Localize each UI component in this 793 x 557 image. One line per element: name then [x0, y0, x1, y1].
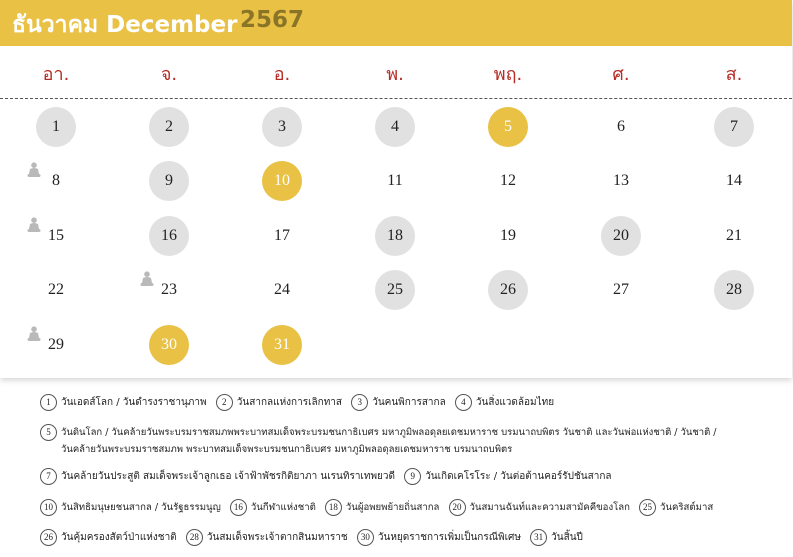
legend-text: วันดินโลก / วันคล้ายวันพระบรมราชสมภพพระบาทสมเด็จพระบรมชนกาธิเบศร มหาภูมิพลอดุลยเดชมหาราช บรมนาถบพิตร วันชาติ และวันพ่อแห่งชาติ / วันชาติ / — [61, 427, 717, 438]
day-cell-16[interactable]: 16 — [149, 216, 189, 256]
legend-text: วันสิทธิมนุษยชนสากล / วันรัฐธรรมนูญ — [61, 502, 221, 513]
calendar-header — [0, 0, 792, 46]
day-cell-23[interactable]: 23 — [161, 281, 177, 298]
legend-item — [186, 529, 348, 546]
day-cell-28[interactable]: 28 — [714, 270, 754, 310]
legend-number: 26 — [40, 529, 57, 546]
legend-item — [40, 499, 221, 516]
legend-number: 7 — [40, 468, 57, 485]
legend-text: วันกีฬาแห่งชาติ — [250, 502, 316, 513]
day-cell-14[interactable]: 14 — [726, 172, 742, 189]
day-cell-1[interactable]: 1 — [36, 107, 76, 147]
legend-text: วันคนพิการสากล — [372, 397, 446, 408]
day-cell-10[interactable]: 10 — [262, 161, 302, 201]
legend-text: วันคุ้มครองสัตว์ป่าแห่งชาติ — [61, 532, 177, 543]
day-cell-25[interactable]: 25 — [375, 270, 415, 310]
legend-item — [230, 499, 316, 516]
day-cell-24[interactable]: 24 — [274, 281, 290, 298]
day-cell-18[interactable]: 18 — [375, 216, 415, 256]
legend-text: วันเกิดเคโรโระ / วันต่อต้านคอร์รัปชันสากล — [425, 471, 612, 482]
header-divider — [0, 98, 792, 99]
legend-text: วันสิ้นปี — [551, 532, 583, 543]
weekday-sun: อา. — [42, 64, 70, 85]
day-cell-31[interactable]: 31 — [262, 325, 302, 365]
legend-text: วันสมเด็จพระเจ้าตากสินมหาราช — [206, 532, 348, 543]
legend-text: วันหยุดราชการเพิ่มเป็นกรณีพิเศษ — [377, 532, 521, 543]
legend-item — [40, 468, 395, 485]
legend-item — [530, 529, 583, 546]
weekday-row — [0, 46, 792, 98]
legend-item — [404, 468, 611, 485]
day-cell-2[interactable]: 2 — [149, 107, 189, 147]
legend-item — [40, 394, 207, 411]
weekday-sat: ส. — [725, 64, 743, 85]
day-cell-13[interactable]: 13 — [613, 172, 629, 189]
weekday-mon: จ. — [160, 64, 178, 85]
legend-number: 9 — [404, 468, 421, 485]
legend-text-continued: วันคล้ายวันพระบรมราชสมภพ พระบาทสมเด็จพระบรมชนกาธิเบศร มหาภูมิพลอดุลยเดชมหาราช บรมนาถบพิตร — [61, 444, 513, 455]
legend-item — [357, 529, 521, 546]
day-cell-8[interactable]: 8 — [52, 172, 60, 189]
day-cell-27[interactable]: 27 — [613, 281, 629, 298]
weekday-fri: ศ. — [612, 64, 630, 85]
month-title: ธันวาคม December — [12, 12, 238, 38]
legend-number: 18 — [325, 499, 342, 516]
legend-item — [449, 499, 630, 516]
day-cell-4[interactable]: 4 — [375, 107, 415, 147]
legend-item — [639, 499, 713, 516]
legend-number: 10 — [40, 499, 57, 516]
day-cell-17[interactable]: 17 — [274, 227, 290, 244]
day-cell-21[interactable]: 21 — [726, 227, 742, 244]
legend-text: วันสมานฉันท์และความสามัคคีของโลก — [469, 502, 630, 513]
day-cell-3[interactable]: 3 — [262, 107, 302, 147]
buddhist-holy-day-icon — [140, 271, 154, 287]
legend-item — [325, 499, 440, 516]
legend-number: 2 — [216, 394, 233, 411]
legend-text: วันสิ่งแวดล้อมไทย — [475, 397, 555, 408]
day-cell-22[interactable]: 22 — [48, 281, 64, 298]
legend-item — [455, 394, 554, 411]
weekday-thu: พฤ. — [493, 64, 523, 85]
day-cell-6[interactable]: 6 — [617, 118, 625, 135]
year-label: 2567 — [240, 7, 305, 33]
day-cell-9[interactable]: 9 — [149, 161, 189, 201]
buddhist-holy-day-icon — [27, 326, 41, 342]
legend-number: 16 — [230, 499, 247, 516]
legend-number: 25 — [639, 499, 656, 516]
buddhist-holy-day-icon — [27, 217, 41, 233]
legend-item — [40, 529, 177, 546]
legend-number: 30 — [357, 529, 374, 546]
buddhist-holy-day-icon — [27, 162, 41, 178]
weekday-tue: อ. — [273, 64, 291, 85]
day-cell-30[interactable]: 30 — [149, 325, 189, 365]
legend-text: วันคริสต์มาส — [660, 502, 714, 513]
legend-number: 1 — [40, 394, 57, 411]
legend-number: 5 — [40, 424, 57, 441]
legend-row — [40, 468, 618, 485]
day-cell-5[interactable]: 5 — [488, 107, 528, 147]
legend-number: 31 — [530, 529, 547, 546]
legend-item — [351, 394, 446, 411]
legend-text: วันผู้อพยพย้ายถิ่นสากล — [345, 502, 440, 513]
day-cell-15[interactable]: 15 — [48, 227, 64, 244]
day-cell-19[interactable]: 19 — [500, 227, 516, 244]
legend-text: วันสากลแห่งการเลิกทาส — [236, 397, 343, 408]
legend-number: 4 — [455, 394, 472, 411]
day-cell-12[interactable]: 12 — [500, 172, 516, 189]
legend-row — [40, 394, 560, 411]
legend-number: 20 — [449, 499, 466, 516]
legend-number: 3 — [351, 394, 368, 411]
legend-text: วันเอดส์โลก / วันดำรงราชานุภาพ — [61, 397, 207, 408]
day-cell-11[interactable]: 11 — [387, 172, 403, 189]
legend-text: วันคล้ายวันประสูติ สมเด็จพระเจ้าลูกเธอ เจ้าฟ้าพัชรกิติยาภา นเรนทิราเทพยวดี — [61, 471, 395, 482]
legend-row — [40, 424, 717, 441]
day-cell-20[interactable]: 20 — [601, 216, 641, 256]
legend-number: 28 — [186, 529, 203, 546]
legend-row — [40, 529, 589, 546]
day-cell-7[interactable]: 7 — [714, 107, 754, 147]
weekday-wed: พ. — [386, 64, 404, 85]
day-cell-29[interactable]: 29 — [48, 336, 64, 353]
day-cell-26[interactable]: 26 — [488, 270, 528, 310]
legend-item — [216, 394, 342, 411]
legend-row — [40, 499, 719, 516]
